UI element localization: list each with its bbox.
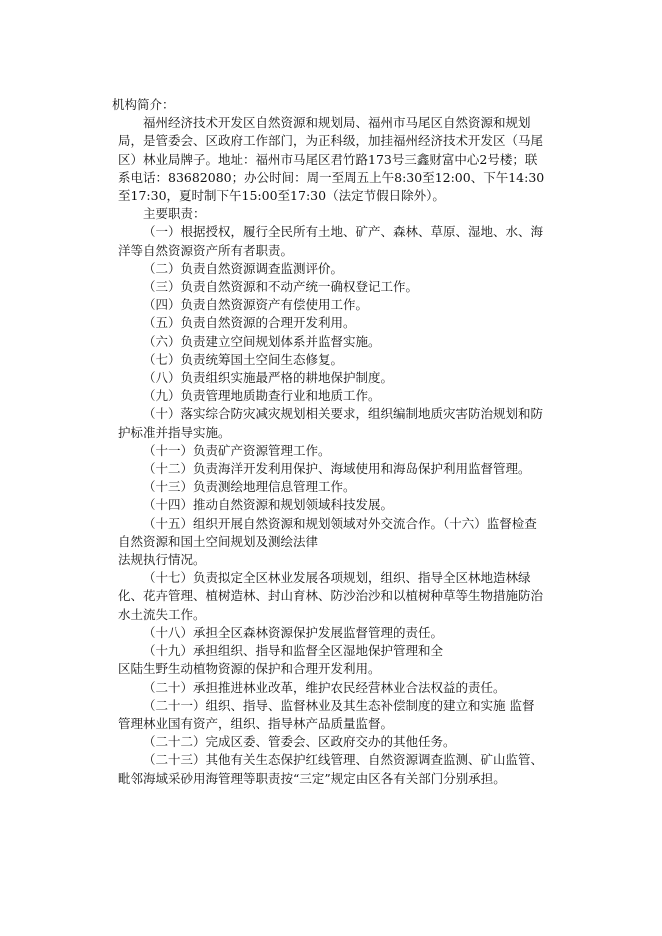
duties-heading: 主要职责： xyxy=(143,206,206,222)
duty-item: （八）负责组织实施最严格的耕地保护制度。 xyxy=(143,370,394,386)
duty-item: （一）根据授权，履行全民所有土地、矿产、森林、草原、湿地、水、海洋等自然资源资产所有者职责。 xyxy=(118,224,544,258)
duty-item: （二十三）其他有关生态保护红线管理、自然资源调查监测、矿山监管、毗邻海域采砂用海管理等职责按“三定”规定由区各有关部门分别承担。 xyxy=(118,752,544,786)
duty-item: （十七）负责拟定全区林业发展各项规划，组织、指导全区林地造林绿化、花卉管理、植树造林、封山育林、防沙治沙和以植树种草等生物措施防治水土流失工作。 xyxy=(118,570,544,622)
duty-item-continuation: 区陆生野生动植物资源的保护和合理开发利用。 xyxy=(118,661,381,677)
duty-item: （十四）推动自然资源和规划领域科技发展。 xyxy=(143,497,394,513)
duty-item: （十三）负责测绘地理信息管理工作。 xyxy=(143,479,356,495)
duty-item-continuation: 法规执行情况。 xyxy=(118,552,206,568)
duty-item: （三）负责自然资源和不动产统一确权登记工作。 xyxy=(143,279,419,295)
duty-item: （二）负责自然资源调查监测评价。 xyxy=(143,260,344,276)
duty-item: （十一）负责矿产资源管理工作。 xyxy=(143,442,331,458)
duty-item: （七）负责统筹国土空间生态修复。 xyxy=(143,351,344,367)
duty-item: （二十）承担推进林业改革，维护农民经营林业合法权益的责任。 xyxy=(143,679,506,695)
duty-item: （十八）承担全区森林资源保护发展监督管理的责任。 xyxy=(143,624,444,640)
document-body xyxy=(112,96,546,788)
duty-item: （二十二）完成区委、管委会、区政府交办的其他任务。 xyxy=(143,734,456,750)
duty-item: （十二）负责海洋开发利用保护、海域使用和海岛保护利用监督管理。 xyxy=(143,461,531,477)
duty-item: （四）负责自然资源资产有偿使用工作。 xyxy=(143,297,369,313)
duty-item: （五）负责自然资源的合理开发利用。 xyxy=(143,315,356,331)
duty-item: （九）负责管理地质勘查行业和地质工作。 xyxy=(143,388,381,404)
duty-item: （六）负责建立空间规划体系并监督实施。 xyxy=(143,333,381,349)
duty-item: （十五）组织开展自然资源和规划领域对外交流合作。（十六）监督检查自然资源和国土空间规划及测绘法律 xyxy=(118,515,537,549)
intro-paragraph: 福州经济技术开发区自然资源和规划局、福州市马尾区自然资源和规划局，是管委会、区政府工作部门，为正科级，加挂福州经济技术开发区（马尾区）林业局牌子。地址：福州市马尾区君竹路173号三鑫财富中心2号楼；联系电话：83682080；办公时间：周一至周五上午8:30至12:00、下午14:30至17:30，夏时制下午15:00至17:30（法定节假日除外）。 xyxy=(118,115,545,204)
duty-item: （十）落实综合防灾减灾规划相关要求，组织编制地质灾害防治规划和防护标准并指导实施。 xyxy=(118,406,544,440)
duty-item: （十九）承担组织、指导和监督全区湿地保护管理和全 xyxy=(143,643,444,659)
duty-item: （二十一）组织、指导、监督林业及其生态补偿制度的建立和实施 监督管理林业国有资产，组织、指导林产品质量监督。 xyxy=(118,697,535,731)
heading: 机构简介： xyxy=(112,97,175,112)
